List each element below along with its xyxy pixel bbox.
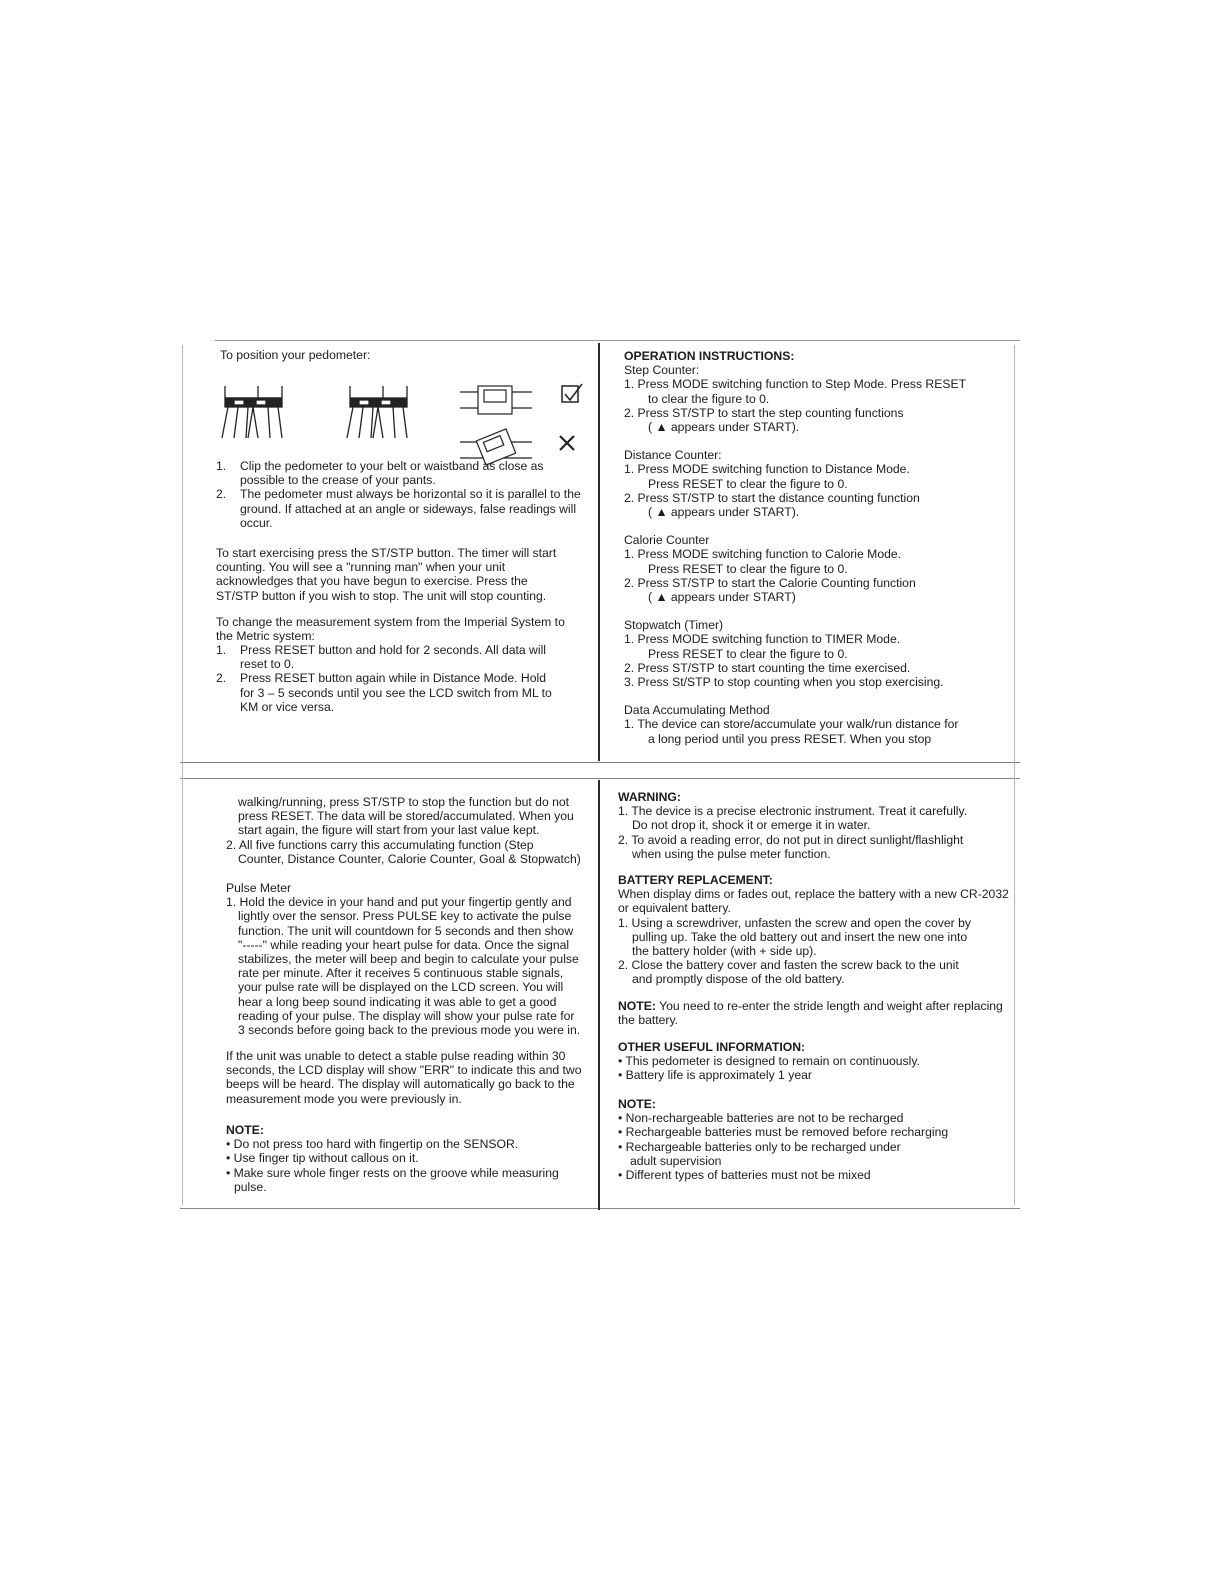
position-steps [216, 459, 586, 530]
spacer [624, 689, 1014, 703]
pulse-meter-section [226, 881, 596, 1037]
battery-title: BATTERY REPLACEMENT: [618, 873, 773, 887]
pulse-line: your pulse rate will be displayed on the LCD screen. You will [238, 980, 564, 995]
battery-notes-item: • Rechargeable batteries must be removed before recharging [618, 1125, 949, 1140]
calorie-counter-step-1: 1. Press MODE switching function to Calorie Mode. [624, 547, 902, 562]
metric-intro: To change the measurement system from the Imperial System to the Metric system: [216, 615, 565, 644]
battery-step-2: 2. Close the battery cover and fasten the screw back to the unit [618, 958, 959, 973]
pulse-line: function. The unit will countdown for 5 seconds and then show [238, 923, 574, 938]
pulse-meter-label: Pulse Meter [226, 881, 292, 895]
warning-step-1b: Do not drop it, shock it or emerge it in water. [632, 818, 871, 833]
calorie-counter-step-2b: ( ▲ appears under START) [648, 590, 796, 605]
metric-step-2: 2. Press RESET button again while in Distance Mode. Hold for 3 – 5 seconds until you see the LCD switch from ML to KM or vice versa. [216, 671, 552, 714]
pulse-line: reading of your pulse. The display will show your pulse rate for [238, 1008, 575, 1023]
spacer [624, 434, 1014, 448]
pulse-note-item: pulse. [234, 1179, 267, 1194]
pulse-line: lightly over the sensor. Press PULSE key to activate the pulse [238, 909, 572, 924]
calorie-counter-step-1b: Press RESET to clear the figure to 0. [648, 561, 848, 576]
err-paragraph: If the unit was unable to detect a stable pulse reading within 30 seconds, the LCD display will show "ERR" to indicate this and two beeps will be heard. The display will automatically go back to the measurement mode you were previously in. [226, 1049, 582, 1106]
position-intro: To position your pedometer: [220, 348, 371, 362]
position-step-1: 1. Clip the pedometer to your belt or waistband as close as possible to the crease of your pants. [216, 459, 544, 488]
pulse-line: rate per minute. After it receives 5 continuous stable signals, [238, 966, 564, 981]
calorie-counter-step-2: 2. Press ST/STP to start the Calorie Counting function [624, 575, 916, 590]
battery-notes-section [618, 1097, 1013, 1182]
data-accum-step-1b: a long period until you press RESET. When you stop [648, 731, 932, 746]
battery-notes-item: adult supervision [630, 1153, 722, 1168]
battery-step-1: 1. Using a screwdriver, unfasten the screw and open the cover by [618, 915, 971, 930]
warning-step-2b: when using the pulse meter function. [632, 846, 831, 861]
top-right-panel [604, 340, 1022, 768]
battery-note [618, 999, 1008, 1027]
pulse-notes [226, 1123, 596, 1194]
metric-step-1: 1. Press RESET button and hold for 2 seconds. All data will reset to 0. [216, 643, 546, 672]
step-counter-label: Step Counter: [624, 363, 700, 378]
data-accum-step-1: 1. The device can store/accumulate your walk/run distance for [624, 717, 959, 732]
checkmark-icon [562, 384, 582, 402]
pulse-note-title: NOTE: [226, 1123, 264, 1137]
battery-note-label: NOTE: [618, 999, 656, 1013]
battery-note-text: You need to re-enter the stride length and weight after replacing the battery. [618, 999, 1003, 1028]
battery-intro: When display dims or fades out, replace the battery with a new CR-2032 or equivalent battery. [618, 887, 1009, 916]
stopwatch-step-3: 3. Press St/STP to stop counting when you stop exercising. [624, 675, 944, 690]
pulse-line: stabilizes, the meter will beep and begin to calculate your pulse [238, 952, 579, 967]
pulse-line: "-----" while reading your heart pulse for data. Once the signal [238, 937, 570, 952]
warning-step-2: 2. To avoid a reading error, do not put in direct sunlight/flashlight [618, 832, 964, 847]
distance-counter-step-1: 1. Press MODE switching function to Distance Mode. [624, 462, 910, 477]
accum-cont-line-3: start again, the figure will start from your last value kept. [238, 823, 540, 838]
battery-notes-item: • Non-rechargeable batteries are not to be recharged [618, 1111, 904, 1126]
bottom-right-panel [604, 785, 1022, 1221]
stopwatch-step-1b: Press RESET to clear the figure to 0. [648, 646, 848, 661]
battery-notes-item: • Different types of batteries must not be mixed [618, 1168, 871, 1183]
belt-correct-figure [222, 386, 282, 438]
pulse-note-item: • Use finger tip without callous on it. [226, 1151, 419, 1166]
battery-step-2b: and promptly dispose of the old battery. [632, 972, 845, 987]
pulse-note-item: • Make sure whole finger rests on the groove while measuring [226, 1165, 559, 1180]
belt-incorrect-figure [347, 386, 407, 438]
middle-frame-rule-lower [180, 778, 1020, 779]
warning-section [618, 790, 1013, 861]
distance-counter-step-2b: ( ▲ appears under START). [648, 505, 800, 520]
operation-instructions [624, 349, 1014, 746]
start-exercising-paragraph: To start exercising press the ST/STP button. The timer will start counting. You will see a "running man" when your unit acknowledges that you have begun to exercise. Press the ST/STP button if you wish to stop. The unit will stop counting. [216, 546, 557, 603]
data-accum-label: Data Accumulating Method [624, 703, 770, 718]
step-counter-step-1: 1. Press MODE switching function to Step Mode. Press RESET [624, 377, 967, 392]
accum-continuation [226, 795, 596, 866]
pulse-line: hear a long beep sound indicating it was able to get a good [238, 994, 557, 1009]
pedometer-horizontal-figure [460, 386, 532, 414]
position-step-2: 2. The pedometer must always be horizontal so it is parallel to the ground. If attached at an angle or sideways, false readings will occur. [216, 487, 581, 530]
calorie-counter-label: Calorie Counter [624, 533, 710, 548]
bottom-left-panel [180, 785, 604, 1221]
other-info-section [618, 1040, 1013, 1083]
other-info-item: • This pedometer is designed to remain on continuously. [618, 1054, 920, 1069]
top-left-panel [180, 340, 604, 768]
metric-steps [216, 643, 561, 714]
accum-cont-line-2: press RESET. The data will be stored/accumulated. When you [238, 809, 574, 824]
pulse-step-1: 1. Hold the device in your hand and put your fingertip gently and [226, 895, 572, 910]
stopwatch-step-2: 2. Press ST/STP to start counting the time exercised. [624, 660, 911, 675]
step-counter-step-1b: to clear the figure to 0. [648, 391, 770, 406]
stopwatch-label: Stopwatch (Timer) [624, 618, 724, 633]
operation-title: OPERATION INSTRUCTIONS: [624, 349, 795, 363]
other-info-title: OTHER USEFUL INFORMATION: [618, 1040, 806, 1054]
battery-step-1b: pulling up. Take the old battery out and insert the new one into [632, 929, 968, 944]
pulse-note-item: • Do not press too hard with fingertip on the SENSOR. [226, 1137, 519, 1152]
cross-icon [560, 436, 574, 450]
accum-step-2b: Counter, Distance Counter, Calorie Counter, Goal & Stopwatch) [238, 851, 581, 866]
distance-counter-step-2: 2. Press ST/STP to start the distance counting function [624, 490, 920, 505]
step-counter-step-2: 2. Press ST/STP to start the step counting functions [624, 405, 904, 420]
warning-step-1: 1. The device is a precise electronic instrument. Treat it carefully. [618, 804, 968, 819]
accum-step-2: 2. All five functions carry this accumulating function (Step [226, 837, 534, 852]
distance-counter-step-1b: Press RESET to clear the figure to 0. [648, 476, 848, 491]
pulse-line: 3 seconds before going back to the previous mode you were in. [238, 1023, 581, 1038]
battery-notes-title: NOTE: [618, 1097, 656, 1111]
spacer [624, 519, 1014, 533]
accum-cont-line-1: walking/running, press ST/STP to stop the function but do not [238, 795, 570, 809]
spacer [624, 604, 1014, 618]
warning-title: WARNING: [618, 790, 681, 804]
battery-section [618, 873, 1013, 987]
distance-counter-label: Distance Counter: [624, 448, 722, 463]
stopwatch-step-1: 1. Press MODE switching function to TIMER Mode. [624, 632, 901, 647]
battery-step-1c: the battery holder (with + side up). [632, 944, 817, 959]
step-counter-step-2b: ( ▲ appears under START). [648, 420, 800, 435]
other-info-item: • Battery life is approximately 1 year [618, 1068, 812, 1083]
battery-notes-item: • Rechargeable batteries only to be recharged under [618, 1139, 901, 1154]
